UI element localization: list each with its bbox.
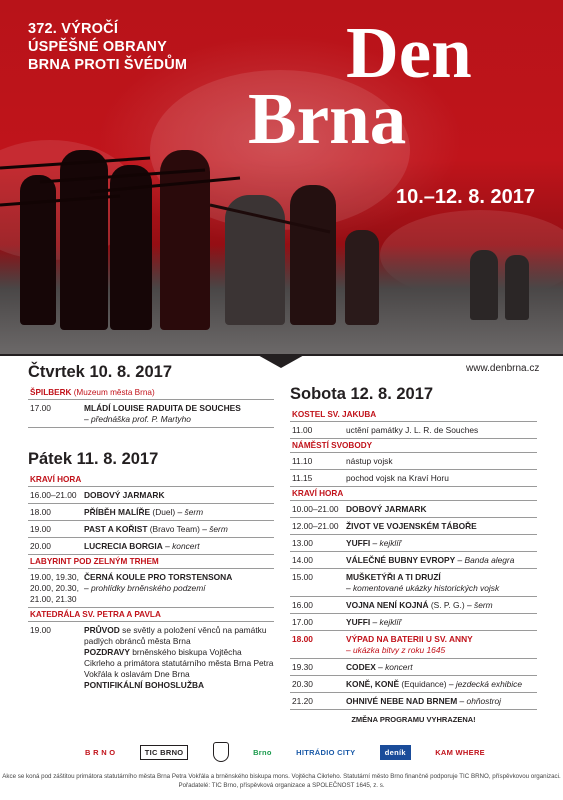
venue-heading: KRAVÍ HORA [290,487,537,501]
program-row [290,597,537,614]
greetings-label: POZDRAVY [84,647,130,657]
program-row [290,518,537,535]
program-row [290,422,537,439]
event-performer: (Bravo Team) [149,524,200,534]
program-row [290,470,537,487]
program-row [28,504,274,521]
program-row [290,535,537,552]
event-note: – prohlídky brněnského podzemí [84,583,206,593]
venue-heading: NÁMĚSTÍ SVOBODY [290,439,537,453]
event-time: 18.00 [292,634,313,644]
patronage-note: Akce se koná pod záštitou primátora statutárního města Brna Petra Vokřála a brněnského biskupa mons. Vojtěcha Cikrleho. Statutární město Brno finančně podporuje TIC BRNO, příspěvkovou organizaci. [2,773,561,780]
event-time [30,572,84,605]
event-note: – koncert [165,541,200,551]
program-change-note: ZMĚNA PROGRAMU VYHRAZENA! [351,715,476,724]
event-time-line: 21.00, 21.30 [30,594,77,604]
musket [210,205,330,232]
venue-name: ŠPILBERK [30,388,72,397]
event-note: – šerm [467,600,493,610]
event-title: PŘÍBĚH MALÍŘE [84,507,151,517]
event-time: 11.10 [292,456,313,466]
organizers-note: Pořadatelé: TIC Brno, příspěvková organizace a SPOLEČNOST 1645, z. s. [178,782,385,789]
event-time: 11.00 [292,425,313,435]
event-title: YUFFI [346,538,371,548]
venue-heading: KATEDRÁLA SV. PETRA A PAVLA [28,608,274,622]
program-row [28,521,274,538]
venue-heading: LABYRINT POD ZELNÝM TRHEM [28,555,274,569]
day-heading-thursday: Čtvrtek 10. 8. 2017 [28,363,173,381]
anniversary-line: ÚSPĚŠNÉ OBRANY [28,39,167,55]
event-note: – kejklíř [372,617,402,627]
event-time: 18.00 [30,507,51,517]
footer-note [0,772,563,790]
anniversary-text [28,20,187,74]
event-title: DOBOVÝ JARMARK [346,504,427,514]
event-performer: (S. P. G.) [430,600,465,610]
event-description [84,507,274,518]
program-row [28,569,274,608]
program-row [290,453,537,470]
event-time: 19.00 [30,524,51,534]
program-row-highlight [290,631,537,659]
program-row [28,622,274,693]
mass-label: PONTIFIKÁLNÍ BOHOSLUŽBA [84,680,205,690]
program-left-column [28,363,274,693]
event-performer: (Equidance) [401,679,447,689]
event-time: 16.00–21.00 [30,490,77,500]
brno-city-logo: B R N O [85,747,116,757]
musket [40,170,205,182]
venue-heading: KOSTEL SV. JAKUBA [290,408,537,422]
event-note: – ukázka bitvy z roku 1645 [346,645,446,655]
procession-text: se světly a položení věnců na památku padlých obránců města Brna [84,625,267,646]
event-dates: 10.–12. 8. 2017 [396,186,536,208]
event-note: – jezdecká exhibice [448,679,522,689]
kam-where-logo: KAM WHERE [435,747,485,757]
title-line: Brna [248,78,407,159]
venue-subtitle: (Muzeum města Brna) [73,388,155,397]
event-title: MUŠKETÝŘI A TI DRUZÍ [346,572,441,582]
event-title: MLÁDÍ LOUISE RADUITA DE SOUCHES [84,403,241,413]
anniversary-line: 372. VÝROČÍ [28,21,119,37]
musket [0,196,120,205]
event-title: VÁLEČNÉ BUBNY EVROPY [346,555,456,565]
event-title: ČERNÁ KOULE PRO TORSTENSONA [84,572,233,582]
event-time: 17.00 [30,403,51,413]
program-row [290,693,537,710]
event-note: – kejklíř [372,538,402,548]
event-time: 14.00 [292,555,313,565]
event-title: CODEX [346,662,376,672]
event-title [248,12,472,159]
event-time-line: 19.00, 19.30, [30,572,79,582]
program-row [290,501,537,518]
program-row [290,552,537,569]
footer [0,732,563,800]
event-title: VOJNA NENÍ KOJNÁ [346,600,429,610]
hitradio-city-logo: HITRÁDIO CITY [296,747,356,757]
event-time: 13.00 [292,538,313,548]
program-row [290,659,537,676]
procession-label: PRŮVOD [84,625,120,635]
venue-heading: KRAVÍ HORA [28,473,274,487]
event-time-line: 20.00, 20.30, [30,583,79,593]
event-title: PAST A KOŘIST [84,524,148,534]
brno-diocese-logo [213,742,229,762]
event-description: pochod vojsk na Kraví Horu [346,473,449,483]
website-link[interactable]: www.denbrna.cz [466,363,540,374]
event-description [84,625,274,691]
musket [0,158,150,168]
event-description [84,403,274,425]
program-row [290,569,537,597]
event-title: ŽIVOT VE VOJENSKÉM TÁBOŘE [346,521,477,531]
anniversary-line: BRNA PROTI ŠVÉDŮM [28,57,188,73]
venue-heading [28,386,274,400]
program-section [0,355,563,732]
program-row [28,538,274,555]
day-heading-friday: Pátek 11. 8. 2017 [28,450,159,468]
event-time: 16.00 [292,600,313,610]
event-time: 17.00 [292,617,313,627]
program-row [28,487,274,504]
denik-logo: deník [380,745,411,760]
event-description [84,541,274,552]
event-note: – ohňostroj [459,696,501,706]
event-note: – šerm [177,507,204,517]
brno-region-logo: Brno [253,747,272,757]
event-title: DOBOVÝ JARMARK [84,490,165,500]
event-time: 12.00–21.00 [292,521,339,531]
event-description [84,524,274,535]
tic-brno-logo: TIC BRNO [140,745,189,760]
event-title: YUFFI [346,617,371,627]
event-time: 20.00 [30,541,51,551]
title-line: Den [346,12,472,93]
event-time: 19.00 [30,625,51,635]
program-row [290,676,537,693]
event-description [84,572,274,605]
event-time: 20.30 [292,679,313,689]
program-right-column [290,385,537,724]
event-note: – šerm [202,524,228,534]
event-time: 15.00 [292,572,313,582]
event-description: uctění památky J. L. R. de Souches [346,425,479,435]
event-time: 10.00–21.00 [292,504,339,514]
event-note: – přednáška prof. P. Martyho [84,414,191,424]
day-heading-saturday: Sobota 12. 8. 2017 [290,385,434,403]
event-time: 11.15 [292,473,313,483]
event-note: – koncert [378,662,413,672]
greetings-text: brněnského biskupa Vojtěcha Cikrleho a primátora statutárního města Brna Petra Vokřála k oslavám Dne Brna [84,647,274,679]
sponsor-logos [85,740,485,764]
event-time: 21.20 [292,696,313,706]
event-title: KONĚ, KONĚ [346,679,400,689]
event-performer: (Duel) [152,507,176,517]
event-note: – Banda alegra [457,555,515,565]
program-row [28,400,274,428]
musket [90,178,240,192]
event-description: nástup vojsk [346,456,393,466]
event-title: LUCRECIA BORGIA [84,541,163,551]
event-title: OHNIVÉ NEBE NAD BRNEM [346,696,458,706]
event-title: VÝPAD NA BATERII U SV. ANNY [346,634,473,644]
event-description [84,490,274,501]
event-note: – komentované ukázky historických vojsk [346,583,500,593]
hero-banner [0,0,563,355]
event-time: 19.30 [292,662,313,672]
program-row [290,614,537,631]
